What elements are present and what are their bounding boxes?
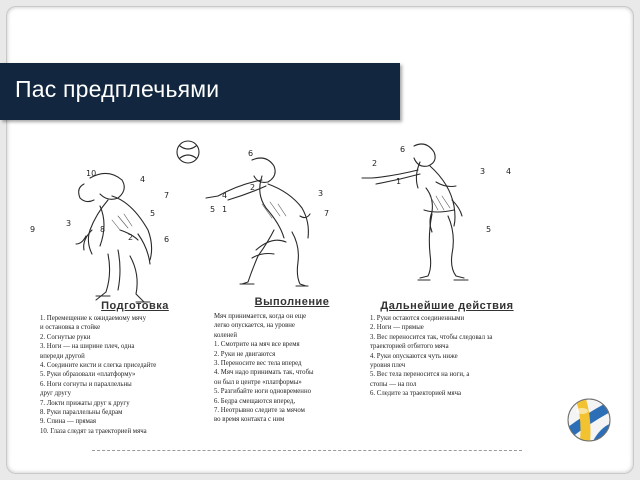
list-item: Мяч принимается, когда он еще bbox=[214, 313, 307, 320]
list-preparation bbox=[40, 314, 156, 436]
list-item: 1. Перемещение к ожидаемому мячу bbox=[40, 315, 146, 322]
list-item: и остановка в стойке bbox=[40, 324, 101, 332]
list-item: 2. Ноги — прямые bbox=[370, 324, 424, 332]
num-2: 2 bbox=[128, 233, 134, 242]
num-9: 9 bbox=[30, 225, 36, 234]
num-3c: 3 bbox=[480, 167, 486, 176]
num-4c: 4 bbox=[506, 167, 512, 176]
slide-title: Пас предплечьями bbox=[15, 76, 220, 102]
list-item: стопы — на пол bbox=[370, 380, 417, 388]
list-item: траекторией отбитого мяча bbox=[370, 343, 449, 351]
num-10: 10 bbox=[86, 169, 97, 178]
num-8: 8 bbox=[100, 225, 106, 234]
title-banner bbox=[0, 63, 400, 120]
num-3: 3 bbox=[66, 219, 72, 228]
list-item: 7. Локти прижаты друг к другу bbox=[40, 399, 130, 407]
num-1c: 1 bbox=[396, 177, 402, 186]
list-item: 3. Вес переносится так, чтобы следовал за bbox=[370, 333, 493, 341]
list-item: 8. Руки параллельны бедрам bbox=[40, 409, 123, 417]
list-item: 5. Разгибайте ноги одновременно bbox=[214, 388, 311, 396]
num-2b: 2 bbox=[250, 183, 256, 192]
volleyball-icon bbox=[566, 397, 612, 443]
list-item: 5. Вес тела переносится на ноги, а bbox=[370, 371, 470, 379]
list-item: 4. Руки опускаются чуть ниже bbox=[370, 352, 458, 360]
list-item: 5. Руки образовали «платформу» bbox=[40, 371, 136, 379]
list-item: впереди другой bbox=[40, 352, 85, 360]
num-7b: 7 bbox=[324, 209, 330, 218]
list-item: легко опускается, на уровне bbox=[214, 322, 295, 330]
list-follow-through bbox=[370, 314, 492, 399]
num-5b: 5 bbox=[210, 205, 216, 214]
num-4b: 4 bbox=[222, 191, 228, 200]
heading-preparation: Подготовка bbox=[101, 300, 169, 312]
list-item: 3. Ноги — на ширине плеч, одна bbox=[40, 343, 135, 351]
list-item: 1. Смотрите на мяч все время bbox=[214, 341, 300, 349]
list-item: 2. Согнутые руки bbox=[40, 333, 91, 341]
num-3b: 3 bbox=[318, 189, 324, 198]
list-item: 4. Соедините кисти и слегка приседайте bbox=[40, 362, 157, 370]
list-item: коленей bbox=[214, 331, 237, 339]
list-item: 1. Руки остаются соединенными bbox=[370, 315, 465, 322]
num-6: 6 bbox=[164, 235, 170, 244]
num-2c: 2 bbox=[372, 159, 378, 168]
num-4: 4 bbox=[140, 175, 146, 184]
list-item: 6. Следите за траекторией мяча bbox=[370, 390, 462, 398]
list-item: 9. Спина — прямая bbox=[40, 418, 97, 426]
num-6b: 6 bbox=[248, 149, 254, 158]
divider bbox=[92, 450, 522, 451]
list-item: 2. Руки не двигаются bbox=[214, 350, 276, 358]
list-item: 10. Глаза следят за траекторией мяча bbox=[40, 427, 147, 435]
num-5: 5 bbox=[150, 209, 156, 218]
list-execution bbox=[214, 312, 314, 425]
list-item: он был в центре «платформы» bbox=[214, 378, 302, 386]
num-5c: 5 bbox=[486, 225, 492, 234]
num-7: 7 bbox=[164, 191, 170, 200]
num-1b: 1 bbox=[222, 205, 228, 214]
list-item: 3. Переносите вес тела вперед bbox=[214, 360, 302, 368]
list-item: 6. Бедра смещаются вперед, bbox=[214, 397, 296, 405]
list-item: 7. Неотрывно следите за мячом bbox=[214, 407, 305, 415]
list-item: уровня плеч bbox=[370, 362, 406, 370]
list-item: во время контакта с ним bbox=[214, 416, 285, 424]
heading-execution: Выполнение bbox=[254, 296, 330, 308]
heading-follow-through: Дальнейшие действия bbox=[380, 300, 514, 312]
list-item: 4. Мяч надо принимать так, чтобы bbox=[214, 369, 314, 377]
list-item: 6. Ноги согнуты и параллельны bbox=[40, 380, 132, 388]
num-6c: 6 bbox=[400, 145, 406, 154]
list-item: друг другу bbox=[40, 390, 72, 398]
